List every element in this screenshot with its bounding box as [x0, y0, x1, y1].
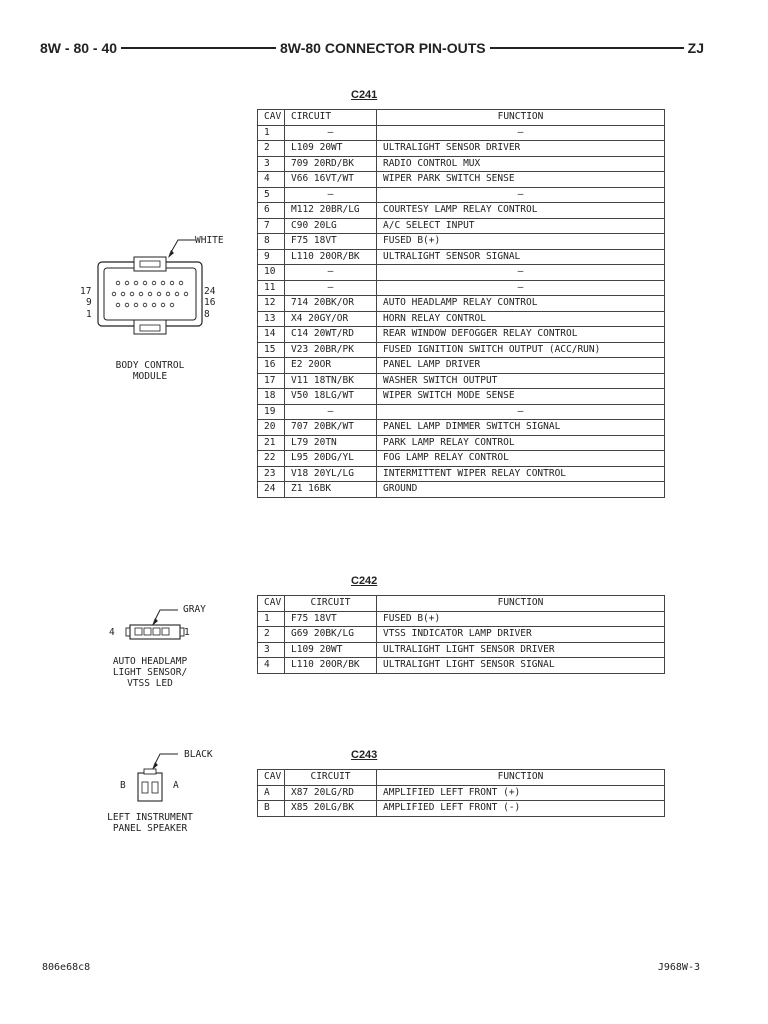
table-row	[258, 249, 665, 265]
circuit-cell: F75 18VT	[285, 234, 377, 250]
table-header-row	[258, 110, 665, 126]
table-row	[258, 642, 665, 658]
circuit-cell: 707 20BK/WT	[285, 420, 377, 436]
function-cell: FUSED B(+)	[377, 611, 665, 627]
circuit-cell: V18 20YL/LG	[285, 466, 377, 482]
circuit-cell: X87 20LG/RD	[285, 785, 377, 801]
cav-cell: 18	[258, 389, 285, 405]
circuit-cell: C14 20WT/RD	[285, 327, 377, 343]
cav-cell: 14	[258, 327, 285, 343]
cav-cell: 17	[258, 373, 285, 389]
function-cell: VTSS INDICATOR LAMP DRIVER	[377, 627, 665, 643]
table-row	[258, 627, 665, 643]
c241-pin-17: 17	[80, 286, 92, 297]
c243-component-name	[95, 812, 205, 834]
cav-cell: 11	[258, 280, 285, 296]
cav-cell: A	[258, 785, 285, 801]
table-row	[258, 311, 665, 327]
function-cell: PANEL LAMP DRIVER	[377, 358, 665, 374]
circuit-cell: L95 20DG/YL	[285, 451, 377, 467]
table-row	[258, 611, 665, 627]
c241-title: C241	[351, 89, 378, 101]
circuit-cell: L110 20OR/BK	[285, 658, 377, 674]
table-row	[258, 172, 665, 188]
function-cell: ULTRALIGHT LIGHT SENSOR DRIVER	[377, 642, 665, 658]
table-row	[258, 203, 665, 219]
cav-cell: 9	[258, 249, 285, 265]
circuit-cell: V11 18TN/BK	[285, 373, 377, 389]
c243-pin-b: B	[120, 780, 126, 791]
table-row	[258, 234, 665, 250]
c242-pin-1: 1	[184, 627, 190, 638]
c242-name-line2: LIGHT SENSOR/	[112, 667, 188, 678]
c242-component-name	[100, 656, 200, 689]
cav-cell: 6	[258, 203, 285, 219]
function-cell: –	[377, 187, 665, 203]
function-cell: WASHER SWITCH OUTPUT	[377, 373, 665, 389]
function-cell: –	[377, 404, 665, 420]
cav-cell: 1	[258, 125, 285, 141]
circuit-cell: –	[285, 280, 377, 296]
function-cell: RADIO CONTROL MUX	[377, 156, 665, 172]
function-cell: AUTO HEADLAMP RELAY CONTROL	[377, 296, 665, 312]
c241-pin-1: 1	[86, 309, 92, 320]
function-header: FUNCTION	[377, 770, 665, 786]
table-row	[258, 658, 665, 674]
c242-table	[257, 595, 665, 674]
function-cell: WIPER SWITCH MODE SENSE	[377, 389, 665, 405]
table-row	[258, 280, 665, 296]
function-cell: A/C SELECT INPUT	[377, 218, 665, 234]
table-row	[258, 466, 665, 482]
cav-cell: 7	[258, 218, 285, 234]
c242-name-line1: AUTO HEADLAMP	[112, 656, 188, 667]
c243-pin-a: A	[173, 780, 179, 791]
c243-title: C243	[351, 749, 378, 761]
cav-cell: 12	[258, 296, 285, 312]
c243-table	[257, 769, 665, 817]
table-row	[258, 373, 665, 389]
circuit-cell: –	[285, 404, 377, 420]
circuit-cell: 714 20BK/OR	[285, 296, 377, 312]
cav-cell: 4	[258, 172, 285, 188]
function-cell: ULTRALIGHT SENSOR SIGNAL	[377, 249, 665, 265]
function-header: FUNCTION	[377, 596, 665, 612]
table-row	[258, 327, 665, 343]
circuit-cell: V23 20BR/PK	[285, 342, 377, 358]
circuit-header: CIRCUIT	[285, 110, 377, 126]
cav-cell: 2	[258, 627, 285, 643]
circuit-cell: L109 20WT	[285, 141, 377, 157]
page-number: 8W - 80 - 40	[40, 38, 121, 58]
table-row	[258, 389, 665, 405]
function-cell: REAR WINDOW DEFOGGER RELAY CONTROL	[377, 327, 665, 343]
cav-cell: 15	[258, 342, 285, 358]
c242-title: C242	[351, 575, 378, 587]
c242-name-line3: VTSS LED	[127, 678, 173, 689]
circuit-cell: E2 20OR	[285, 358, 377, 374]
circuit-cell: V50 18LG/WT	[285, 389, 377, 405]
c241-pin-9: 9	[86, 297, 92, 308]
function-cell: –	[377, 265, 665, 281]
circuit-cell: 709 20RD/BK	[285, 156, 377, 172]
function-cell: –	[377, 280, 665, 296]
cav-cell: 13	[258, 311, 285, 327]
table-row	[258, 156, 665, 172]
function-cell: FUSED B(+)	[377, 234, 665, 250]
cav-cell: B	[258, 801, 285, 817]
figure-number: J968W-3	[657, 962, 700, 973]
circuit-cell: L109 20WT	[285, 642, 377, 658]
circuit-cell: X4 20GY/OR	[285, 311, 377, 327]
function-cell: COURTESY LAMP RELAY CONTROL	[377, 203, 665, 219]
function-cell: WIPER PARK SWITCH SENSE	[377, 172, 665, 188]
table-row	[258, 342, 665, 358]
circuit-cell: G69 20BK/LG	[285, 627, 377, 643]
table-row	[258, 801, 665, 817]
function-cell: AMPLIFIED LEFT FRONT (-)	[377, 801, 665, 817]
c243-name-line1: LEFT INSTRUMENT	[107, 812, 193, 823]
cav-cell: 23	[258, 466, 285, 482]
cav-cell: 8	[258, 234, 285, 250]
circuit-cell: L110 20OR/BK	[285, 249, 377, 265]
table-header-row	[258, 770, 665, 786]
cav-header: CAV	[258, 110, 285, 126]
table-header-row	[258, 596, 665, 612]
table-row	[258, 420, 665, 436]
c241-name-line2: MODULE	[132, 371, 168, 382]
footer-code: 806e68c8	[42, 962, 91, 973]
cav-cell: 3	[258, 642, 285, 658]
function-cell: AMPLIFIED LEFT FRONT (+)	[377, 785, 665, 801]
c242-color-label: GRAY	[183, 604, 206, 615]
cav-cell: 4	[258, 658, 285, 674]
table-row	[258, 141, 665, 157]
function-cell: –	[377, 125, 665, 141]
c242-pin-4: 4	[109, 627, 115, 638]
c241-table	[257, 109, 665, 498]
table-row	[258, 451, 665, 467]
table-row	[258, 125, 665, 141]
cav-cell: 21	[258, 435, 285, 451]
function-cell: HORN RELAY CONTROL	[377, 311, 665, 327]
circuit-cell: C90 20LG	[285, 218, 377, 234]
circuit-cell: L79 20TN	[285, 435, 377, 451]
function-cell: FOG LAMP RELAY CONTROL	[377, 451, 665, 467]
page-header	[40, 38, 704, 58]
c241-color-label: WHITE	[195, 235, 224, 246]
circuit-cell: M112 20BR/LG	[285, 203, 377, 219]
function-cell: PARK LAMP RELAY CONTROL	[377, 435, 665, 451]
cav-cell: 24	[258, 482, 285, 498]
table-row	[258, 435, 665, 451]
circuit-cell: –	[285, 187, 377, 203]
cav-cell: 1	[258, 611, 285, 627]
cav-cell: 2	[258, 141, 285, 157]
function-cell: INTERMITTENT WIPER RELAY CONTROL	[377, 466, 665, 482]
c243-color-label: BLACK	[184, 749, 213, 760]
cav-cell: 19	[258, 404, 285, 420]
function-cell: FUSED IGNITION SWITCH OUTPUT (ACC/RUN)	[377, 342, 665, 358]
function-header: FUNCTION	[377, 110, 665, 126]
circuit-cell: –	[285, 265, 377, 281]
cav-cell: 16	[258, 358, 285, 374]
cav-cell: 20	[258, 420, 285, 436]
c243-name-line2: PANEL SPEAKER	[112, 823, 188, 834]
circuit-cell: V66 16VT/WT	[285, 172, 377, 188]
table-row	[258, 482, 665, 498]
table-row	[258, 265, 665, 281]
function-cell: PANEL LAMP DIMMER SWITCH SIGNAL	[377, 420, 665, 436]
c241-pin-8: 8	[204, 309, 210, 320]
cav-cell: 10	[258, 265, 285, 281]
circuit-cell: Z1 16BK	[285, 482, 377, 498]
table-row	[258, 296, 665, 312]
c241-component-name	[100, 360, 200, 382]
c241-pin-16: 16	[204, 297, 216, 308]
circuit-cell: –	[285, 125, 377, 141]
function-cell: GROUND	[377, 482, 665, 498]
model-code: ZJ	[684, 38, 704, 58]
circuit-header: CIRCUIT	[285, 596, 377, 612]
table-row	[258, 218, 665, 234]
table-row	[258, 358, 665, 374]
function-cell: ULTRALIGHT SENSOR DRIVER	[377, 141, 665, 157]
circuit-cell: F75 18VT	[285, 611, 377, 627]
cav-cell: 22	[258, 451, 285, 467]
cav-cell: 5	[258, 187, 285, 203]
c241-name-line1: BODY CONTROL	[115, 360, 185, 371]
page-title: 8W-80 CONNECTOR PIN-OUTS	[276, 38, 490, 58]
circuit-cell: X85 20LG/BK	[285, 801, 377, 817]
circuit-header: CIRCUIT	[285, 770, 377, 786]
cav-cell: 3	[258, 156, 285, 172]
c241-pin-24: 24	[204, 286, 216, 297]
function-cell: ULTRALIGHT LIGHT SENSOR SIGNAL	[377, 658, 665, 674]
table-row	[258, 404, 665, 420]
table-row	[258, 785, 665, 801]
table-row	[258, 187, 665, 203]
cav-header: CAV	[258, 770, 285, 786]
cav-header: CAV	[258, 596, 285, 612]
